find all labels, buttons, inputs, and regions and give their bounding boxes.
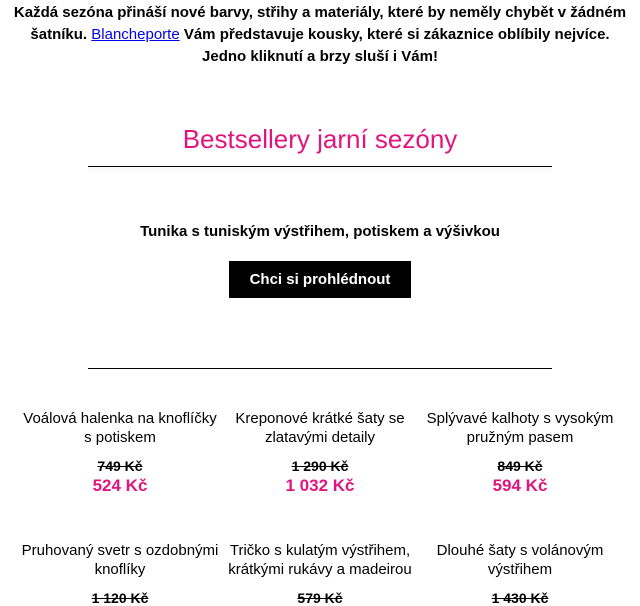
product-card[interactable]: [20, 409, 220, 496]
divider-top: [88, 166, 552, 167]
old-price: 1 430 Kč: [491, 590, 549, 606]
divider-bottom: [88, 368, 552, 369]
product-card[interactable]: [20, 541, 220, 606]
product-name[interactable]: Tričko s kulatým výstřihem, krátkými rukávy a madeirou: [228, 542, 412, 578]
view-product-button[interactable]: Chci si prohlédnout: [229, 261, 411, 298]
old-price: 849 Kč: [497, 458, 543, 474]
product-card[interactable]: [220, 541, 420, 606]
intro-line-2: [0, 24, 640, 46]
old-price: 579 Kč: [297, 590, 343, 606]
old-price: 1 120 Kč: [91, 590, 149, 606]
product-name[interactable]: Kreponové krátké šaty se zlatavými detaily: [235, 410, 405, 446]
product-name[interactable]: Dlouhé šaty s volánovým výstřihem: [436, 542, 604, 578]
old-price: 749 Kč: [97, 458, 143, 474]
product-name[interactable]: Splývavé kalhoty s vysokým pružným pasem: [426, 410, 614, 446]
intro-text: [0, 2, 640, 68]
intro-line-2-end: Vám představuje kousky, které si zákaznice oblíbily nejvíce.: [179, 26, 610, 43]
product-card[interactable]: [420, 409, 620, 496]
intro-line-3: Jedno kliknutí a brzy sluší i Vám!: [202, 48, 438, 65]
sale-price: 594 Kč: [492, 476, 548, 495]
old-price: 1 290 Kč: [291, 458, 349, 474]
intro-line-2-start: šatníku.: [30, 26, 92, 43]
product-row-1: [20, 409, 620, 496]
product-name[interactable]: Voálová halenka na knoflíčky s potiskem: [23, 410, 217, 446]
product-card[interactable]: [420, 541, 620, 606]
featured-product-title[interactable]: Tunika s tuniským výstřihem, potiskem a výšivkou: [140, 223, 500, 240]
brand-link[interactable]: Blancheporte: [91, 26, 180, 43]
sale-price: 524 Kč: [92, 476, 148, 495]
product-row-2: [20, 541, 620, 606]
product-name[interactable]: Pruhovaný svetr s ozdobnými knoflíky: [21, 542, 219, 578]
product-card[interactable]: [220, 409, 420, 496]
section-title: Bestsellery jarní sezóny: [182, 124, 458, 154]
intro-line-1: Každá sezóna přináší nové barvy, střihy a materiály, které by neměly chybět v žádném: [13, 4, 627, 21]
sale-price: 1 032 Kč: [285, 476, 355, 495]
